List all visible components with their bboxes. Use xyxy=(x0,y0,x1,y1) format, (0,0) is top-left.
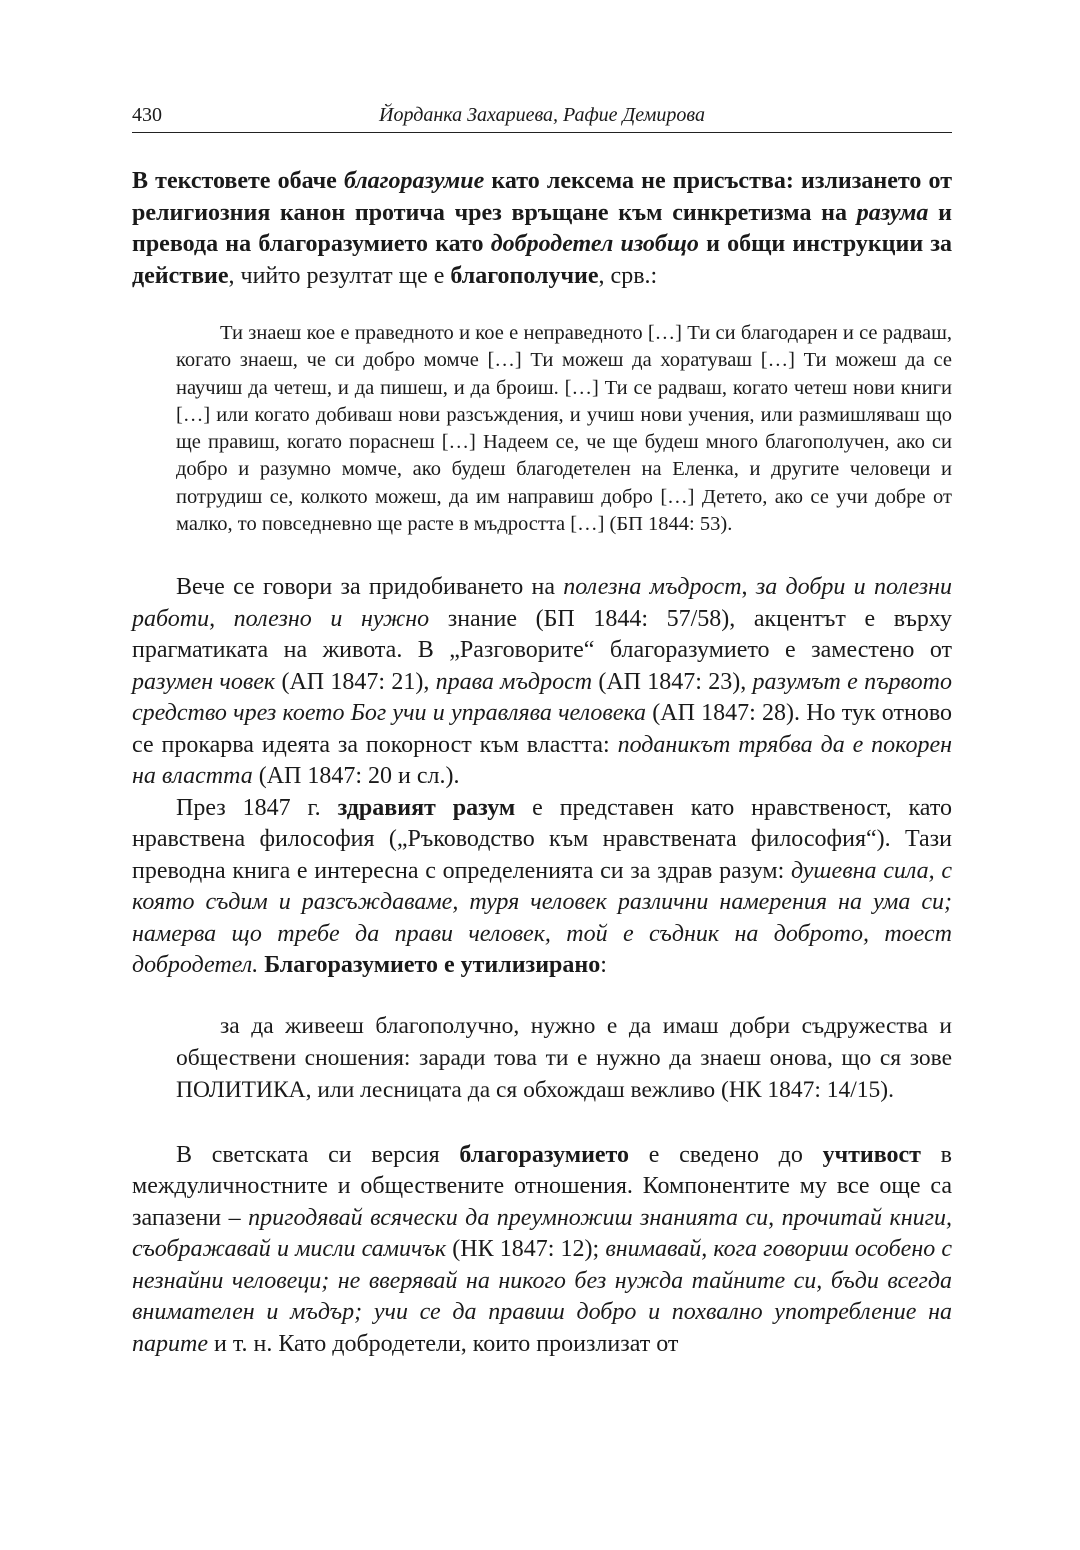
page-number: 430 xyxy=(132,104,162,126)
paragraph-3: През 1847 г. здравият разум е представен като нравственост, като нравствена философия („Ръководство към нравствената философия“). Тази преводна книга е интересна с определенията си за здрав разум: душевна сила, с която съдим и разсъждаваме, туря человек различни намерения на ума си; намерва що требе да прави человек, той е съдник на доброто, тоест добродетел. Благоразумието е утилизирано: xyxy=(132,794,953,979)
page-body xyxy=(132,166,952,1360)
paragraph-4: В светската си версия благоразумието е сведено до учтивост в междуличностните и обществените отношения. Компонентите му все още са запазени – пригодявай всячески да преумножиш знанията си, прочитай книги, съображавай и мисли самичък (НК 1847: 12); внимавай, кога говориш особено с незнайни человеци; не вверявай на никого без нужда тайните си, бъди всегда внимателен и мъдър; учи се да правиш добро и похвално употребление на парите и т. н. Като добродетели, които произлизат от xyxy=(132,1141,953,1357)
running-head: Йорданка Захариева, Рафие Демирова xyxy=(379,104,705,126)
block-quote-text: за да живееш благополучно, нужно е да имаш добри съдружества и обществени сношения: заради това ти е нужно да знаеш онова, що ся зове ПОЛИТИКА, или лесницата да ся обхождаш вежливо (НК 1847: 14/15). xyxy=(176,1012,952,1103)
paragraph-intro: В текстовете обаче благоразумие като лексема не присъства: излизането от религиозния канон протича чрез връщане към синкретизма на разума и превода на благоразумието като добродетел изобщо и общи инструкции за действие, чийто резултат ще е благополучие, срв.: xyxy=(132,168,953,289)
paragraph-2: Вече се говори за придобиването на полезна мъдрост, за добри и полезни работи, полезно и нужно знание (БП 1844: 57/58), акцентът е върху прагматиката на живота. В „Разговорите“ благоразумието е заместено от разумен човек (АП 1847: 21), права мъдрост (АП 1847: 23), разумът е първото средство чрез което Бог учи и управлява человека (АП 1847: 28). Но тук отново се прокарва идеята за покорност към властта: поданикът трябва да е покорен на властта (АП 1847: 20 и сл.). xyxy=(132,574,953,790)
block-quote-text: Ти знаеш кое е праведното и кое е неправедното […] Ти си благодарен и се радваш, когато знаеш, че си добро момче […] Ти можеш да хоратуваш […] Ти можеш да се научиш да четеш, и да пишеш, и да броиш. […] Ти се радваш, когато четеш нови книги […] или когато добиваш нови разсъждения, и учиш нови учения, или размишляваш що ще правиш, когато пораснеш […] Надеем се, че ще будеш много благополучен, ако си добро и разумно момче, ако будеш благодетелен на Еленка, и другите человеци и потрудиш се, колкото можеш, да им направиш добро […] Детето, ако се учи добре от малко, то повседневно ще расте в мъдростта […] (БП 1844: 53). xyxy=(176,322,952,536)
block-quote-2 xyxy=(176,1010,952,1106)
page-header xyxy=(132,98,952,133)
block-quote-1 xyxy=(176,320,952,538)
